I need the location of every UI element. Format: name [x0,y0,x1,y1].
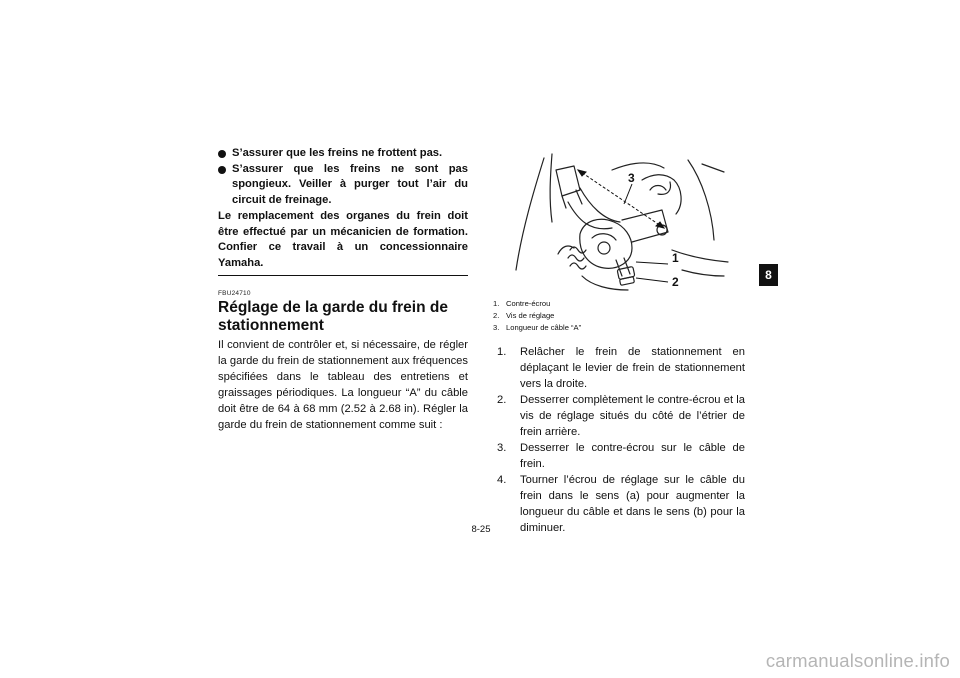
figure-legend [493,298,743,334]
warning-note: Le remplacement des organes du frein doit être effectué par un mécanicien de formation. Confier ce travail à un concessionnaire Yamaha. [218,210,468,269]
bullet-dot-icon [218,166,226,174]
procedure-step [497,440,745,472]
procedure-step [497,392,745,440]
procedure-step [497,344,745,392]
legend-text: Contre-écrou [506,299,551,308]
step-text: Tourner l’écrou de réglage sur le câble du frein dans le sens (a) pour augmenter la longueur du câble et dans le sens (b) pour la diminuer. [520,474,745,534]
step-text: Relâcher le frein de stationnement en déplaçant le levier de frein de stationnement vers la droite. [520,346,745,390]
procedure-steps [497,344,745,536]
callout-label: 2 [672,275,679,289]
section-heading: Réglage de la garde du frein de stationnement [218,299,448,334]
bullet-dot-icon [218,150,226,158]
watermark: carmanualsonline.info [765,650,950,671]
legend-number: 3. [493,323,500,332]
chapter-tab: 8 [759,264,778,286]
page-number: 8-25 [471,524,491,535]
step-text: Desserrer le contre-écrou sur le câble de frein. [520,442,745,470]
callout-label: 3 [628,171,635,185]
step-number: 2. [497,394,507,406]
left-column [218,146,468,433]
brake-caliper-figure [492,150,744,292]
section-code: FBU24710 [218,290,251,297]
legend-item [493,298,743,310]
warning-divider [218,275,468,276]
legend-item [493,322,743,334]
callout-label: 1 [672,251,679,265]
warning-bullet [218,146,468,162]
legend-number: 2. [493,311,500,320]
procedure-step [497,472,745,536]
warning-bullet-text: S’assurer que les freins ne sont pas spongieux. Veiller à purger tout l’air du circuit de freinage. [232,162,468,206]
legend-text: Vis de réglage [506,311,555,320]
step-text: Desserrer complètement le contre-écrou et la vis de réglage situés du côté de l’étrier de frein arrière. [520,394,745,438]
warning-bullet [218,162,468,209]
warning-bullet-text: S’assurer que les freins ne frottent pas. [232,147,443,159]
legend-number: 1. [493,299,500,308]
legend-text: Longueur de câble “A” [506,323,582,332]
step-number: 4. [497,474,507,486]
step-number: 1. [497,346,507,358]
section-intro: Il convient de contrôler et, si nécessaire, de régler la garde du frein de stationnement aux fréquences spécifiées dans le tableau des entretiens et graissages périodiques. La longueur “A” du câble doit être de 64 à 68 mm (2.52 à 2.68 in). Régler la garde du frein de stationnement comme suit : [218,339,468,431]
legend-item [493,310,743,322]
brake-caliper-illustration [492,150,744,292]
step-number: 3. [497,442,507,454]
